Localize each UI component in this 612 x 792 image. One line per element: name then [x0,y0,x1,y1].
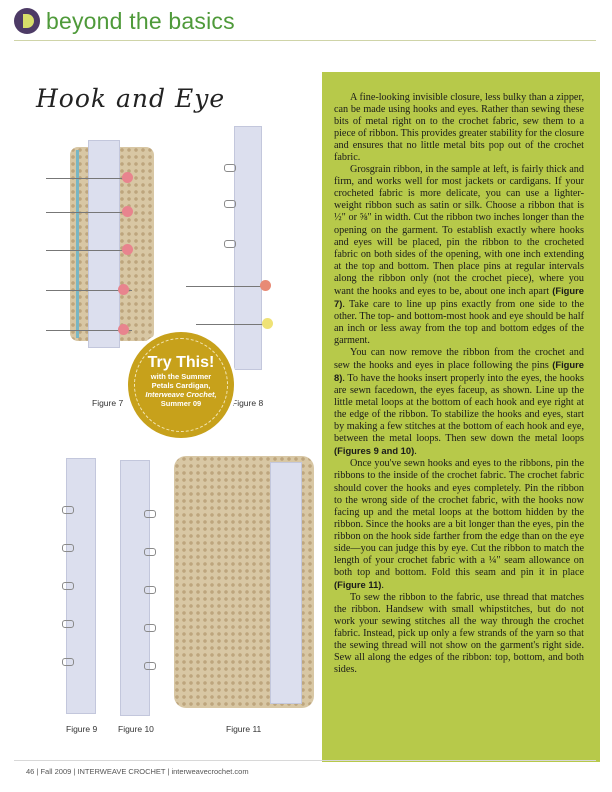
eye-icon [224,164,236,172]
pin-head-icon [262,318,273,329]
figure-11-reference: (Figure 11) [334,578,382,590]
paragraph-2-text: Grosgrain ribbon, in the sample at left, is fairly thick and firm, and works well for most jackets or cardigans. If your crocheted fabric is more delicate, you can use a lighter-weight ribbon such as satin or silk. Choose a ribbon that is ½" or ⅝" in width. Cut the ribbon two inches longer than the opening on the garment. To establish exactly where hooks and eyes will be placed, pin the ribbon to the crocheted fabric on both sides of the opening, with one inch extending at the top and bottom. Then place pins at regular intervals along the ribbon only (not the crochet piece), where you want the hooks and eyes to be, about one inch apart [334,164,584,297]
eye-icon [144,548,156,556]
paragraph-3-text-b: . To have the hooks insert properly into the eyes, the hooks are sewn facedown, the eyes faceup, as shown. Line up the little metal loops at the bottom of each hook and eye right at the edge of the ribbon. To stabilize the hooks and eyes, start by making a few stitches at the bottom of each hook and eye, between the metal loops. Then sew down the metal loops [334,373,584,445]
article-title: Hook and Eye [36,84,226,113]
figure-8-label: Figure 8 [232,398,264,408]
pin-line [46,250,132,251]
footer-divider [14,760,596,761]
paragraph-2-text-b: . Take care to line up pins exactly from one side to the other. The top- and bottom-most hook and eye should be half an inch or less away from the top and bottom edges of the garment. [334,298,584,346]
hook-icon [62,620,74,628]
figure-7-label: Figure 7 [92,398,124,408]
eye-icon [144,624,156,632]
ribbon-figure8 [234,126,262,370]
figure-8-reference: (Figure 8) [334,359,584,384]
eye-icon [144,510,156,518]
figure-7-reference: (Figure 7) [334,284,584,309]
ribbon-figure11 [270,462,302,704]
pin-line [46,212,132,213]
section-header [14,8,235,34]
pin-head-icon [118,284,129,295]
paragraph-4-text-b: . [381,579,384,591]
section-title: beyond the basics [46,7,235,34]
paragraph-4 [334,458,584,592]
figure-9-label: Figure 9 [66,724,98,734]
try-this-line4: Summer 09 [160,399,202,408]
eye-icon [224,200,236,208]
hook-icon [62,544,74,552]
pin-head-icon [122,206,133,217]
paragraph-1: A fine-looking invisible closure, less bulky than a zipper, can be made using hooks and eyes. Rather than sewing these bits of metal right on to the crochet fabric, sew them to a piece of ribbon. This provides greater stability for the closure and ensures that no little metal bits pop out of the crochet fabric. [334,92,584,164]
eye-icon [144,586,156,594]
hook-icon [62,506,74,514]
try-this-badge [128,332,234,438]
paragraph-3-text: You can now remove the ribbon from the crochet and sew the hooks and eyes in place following the pins [334,346,584,372]
pin-line [46,178,132,179]
try-this-title: Try This! [147,354,215,371]
pin-head-icon [118,324,129,335]
try-this-line3: Interweave Crochet, [145,390,217,399]
paragraph-3 [334,347,584,458]
paragraph-2 [334,164,584,347]
article-body [334,92,584,676]
pin-head-icon [122,172,133,183]
pin-head-icon [122,244,133,255]
pin-head-icon [260,280,271,291]
paragraph-5: To sew the ribbon to the fabric, use thread that matches the ribbon. Handsew with small whipstitches, but do not work your sewing stitches all the way through the crochet fabric. Instead, pick up only a few strands of the yarn so that the sewing thread will not show on the garment's right side. Sew all along the edges of the ribbon: top, bottom, and both sides. [334,591,584,676]
paragraph-3-text-c: . [414,446,417,458]
paragraph-4-text: Once you've sewn hooks and eyes to the ribbons, pin the ribbons to the inside of the crochet fabric. The crochet fabric should cover the hooks and eyes completely. Pin the ribbon to the wrong side of the crochet fabric, with the hooks now facing up and the metal loops at the bottom hidden by the ribbon. Since the hooks are a bit longer than the eyes, pin the ribbon on the hook side farther from the edge than on the eye side—you can judge this by eye. Cut the ribbon to match the length of your crochet fabric with a ¼" seam allowance on both top and bottom. Fold this seam and pin it in place [334,458,584,578]
eye-icon [144,662,156,670]
header-divider [14,40,596,41]
pin-line [186,286,266,287]
figure-11-label: Figure 11 [226,724,262,734]
try-this-line2: Petals Cardigan, [151,381,211,390]
hook-icon [62,582,74,590]
ribbon-figure7 [88,140,120,348]
eye-icon [224,240,236,248]
section-logo-icon [14,8,40,34]
figure-9-10-reference: (Figures 9 and 10) [334,445,415,457]
figure-10-label: Figure 10 [118,724,154,734]
pin-line [196,324,268,325]
try-this-line1: with the Summer [150,372,212,381]
page-footer: 46 | Fall 2009 | INTERWEAVE CROCHET | interweavecrochet.com [26,767,249,776]
hook-icon [62,658,74,666]
